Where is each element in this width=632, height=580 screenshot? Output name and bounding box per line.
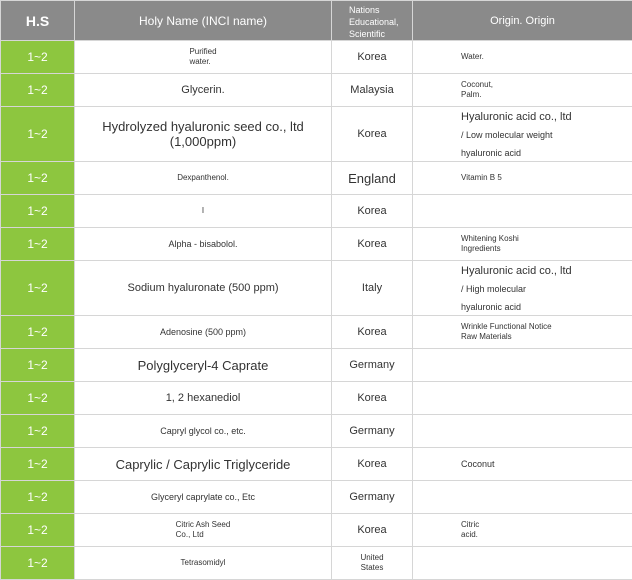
hs-code-cell: 1~2: [1, 547, 75, 580]
nation-cell: Germany: [332, 481, 413, 514]
table-row: [1, 162, 632, 195]
header-hs: H.S: [1, 1, 75, 41]
inci-name-cell: Glyceryl caprylate co., Etc: [75, 481, 332, 514]
inci-name-cell: Capryl glycol co., etc.: [75, 415, 332, 448]
hs-code-cell: 1~2: [1, 74, 75, 107]
nation-cell: Italy: [332, 261, 413, 316]
origin-cell: Whitening Koshi Ingredients: [413, 228, 632, 261]
inci-name-cell: Tetrasomidyl: [75, 547, 332, 580]
origin-cell: Water.: [413, 41, 632, 74]
origin-cell: Wrinkle Functional Notice Raw Materials: [413, 316, 632, 349]
table-row: [1, 481, 632, 514]
inci-name-cell: Citric Ash Seed Co., Ltd: [75, 514, 332, 547]
hs-code-cell: 1~2: [1, 481, 75, 514]
header-inci-name: Holy Name (INCI name): [75, 1, 332, 41]
nation-cell: Korea: [332, 514, 413, 547]
nation-cell: Germany: [332, 415, 413, 448]
hs-code-cell: 1~2: [1, 41, 75, 74]
nation-cell: England: [332, 162, 413, 195]
nation-cell: Korea: [332, 316, 413, 349]
nation-cell: Korea: [332, 107, 413, 162]
origin-cell: [413, 195, 632, 228]
inci-name-cell: Polyglyceryl-4 Caprate: [75, 349, 332, 382]
header-nation: Nations Educational, Scientific: [332, 1, 413, 41]
hs-code-cell: 1~2: [1, 195, 75, 228]
table-row: [1, 547, 632, 580]
header-origin: Origin. Origin: [413, 1, 632, 41]
table-row: [1, 74, 632, 107]
table-row: [1, 228, 632, 261]
hs-code-cell: 1~2: [1, 349, 75, 382]
origin-cell: [413, 349, 632, 382]
nation-cell: Malaysia: [332, 74, 413, 107]
inci-name-cell: I: [75, 195, 332, 228]
nation-cell: Korea: [332, 195, 413, 228]
table-row: [1, 41, 632, 74]
inci-name-cell: Caprylic / Caprylic Triglyceride: [75, 448, 332, 481]
hs-code-cell: 1~2: [1, 228, 75, 261]
origin-cell: Hyaluronic acid co., ltd / High molecular hyaluronic acid: [413, 261, 632, 316]
origin-cell: [413, 547, 632, 580]
header-row: [1, 1, 632, 41]
hs-code-cell: 1~2: [1, 415, 75, 448]
table-row: [1, 316, 632, 349]
hs-code-cell: 1~2: [1, 448, 75, 481]
inci-name-cell: Glycerin.: [75, 74, 332, 107]
nation-cell: Korea: [332, 228, 413, 261]
table-row: [1, 195, 632, 228]
origin-cell: Coconut, Palm.: [413, 74, 632, 107]
nation-cell: Korea: [332, 382, 413, 415]
hs-code-cell: 1~2: [1, 514, 75, 547]
origin-cell: Hyaluronic acid co., ltd / Low molecular weight hyaluronic acid: [413, 107, 632, 162]
hs-code-cell: 1~2: [1, 382, 75, 415]
table-row: [1, 382, 632, 415]
origin-cell: Vitamin B 5: [413, 162, 632, 195]
table-row: [1, 514, 632, 547]
inci-name-cell: Dexpanthenol.: [75, 162, 332, 195]
nation-cell: Korea: [332, 41, 413, 74]
table-row: [1, 349, 632, 382]
inci-name-cell: 1, 2 hexanediol: [75, 382, 332, 415]
origin-cell: [413, 382, 632, 415]
nation-cell: United States: [332, 547, 413, 580]
table-row: [1, 448, 632, 481]
origin-cell: [413, 415, 632, 448]
origin-cell: Coconut: [413, 448, 632, 481]
inci-name-cell: Adenosine (500 ppm): [75, 316, 332, 349]
table-row: [1, 415, 632, 448]
inci-name-cell: Purified water.: [75, 41, 332, 74]
origin-cell: [413, 481, 632, 514]
origin-cell: Citric acid.: [413, 514, 632, 547]
nation-cell: Korea: [332, 448, 413, 481]
table-row: [1, 107, 632, 162]
inci-name-cell: Sodium hyaluronate (500 ppm): [75, 261, 332, 316]
nation-cell: Germany: [332, 349, 413, 382]
hs-code-cell: 1~2: [1, 261, 75, 316]
table-row: [1, 261, 632, 316]
inci-name-cell: Hydrolyzed hyaluronic seed co., ltd (1,000ppm): [75, 107, 332, 162]
hs-code-cell: 1~2: [1, 107, 75, 162]
hs-code-cell: 1~2: [1, 162, 75, 195]
hs-code-cell: 1~2: [1, 316, 75, 349]
inci-name-cell: Alpha - bisabolol.: [75, 228, 332, 261]
